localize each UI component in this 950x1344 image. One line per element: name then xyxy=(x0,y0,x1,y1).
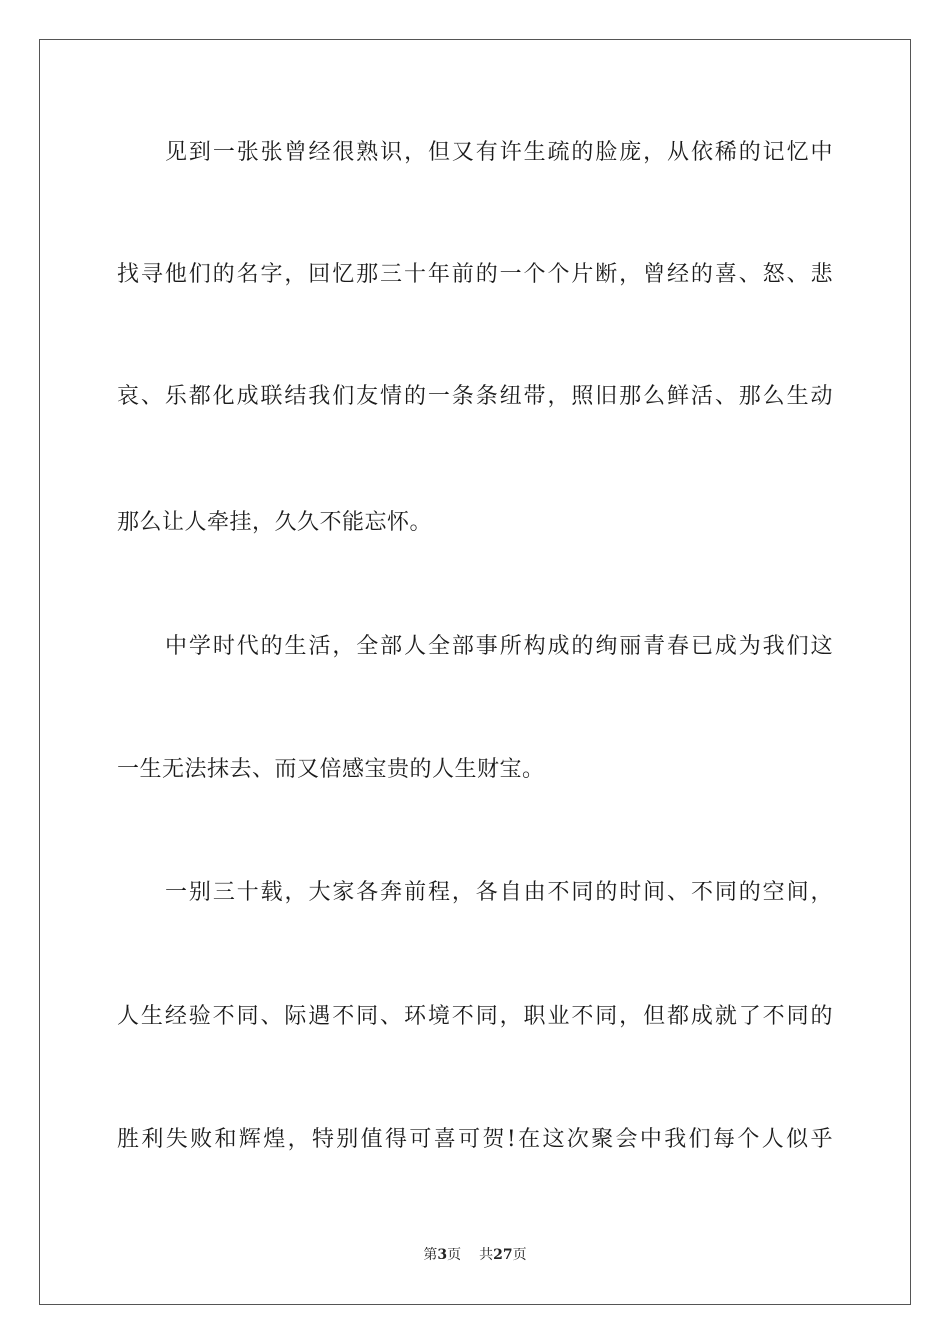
total-prefix: 共 xyxy=(479,1247,494,1263)
page-suffix: 页 xyxy=(447,1247,462,1263)
page-frame xyxy=(39,39,911,1305)
current-page-number: 3 xyxy=(437,1247,448,1263)
text-line-9: 胜利失败和辉煌，特别值得可喜可贺!在这次聚会中我们每个人似乎 xyxy=(117,1127,833,1152)
text-line-8: 人生经验不同、际遇不同、环境不同，职业不同，但都成就了不同的 xyxy=(117,1004,833,1029)
text-line-3: 哀、乐都化成联结我们友情的一条条纽带，照旧那么鲜活、那么生动 xyxy=(117,384,833,409)
text-line-2: 找寻他们的名字，回忆那三十年前的一个个片断，曾经的喜、怒、悲 xyxy=(117,262,833,287)
text-line-4: 那么让人牵挂，久久不能忘怀。 xyxy=(117,510,433,535)
total-pages-number: 27 xyxy=(493,1247,513,1263)
text-line-7: 一别三十载，大家各奔前程，各自由不同的时间、不同的空间， xyxy=(165,880,833,905)
text-line-1: 见到一张张曾经很熟识，但又有许生疏的脸庞，从依稀的记忆中 xyxy=(165,140,833,165)
page-footer xyxy=(0,1244,950,1264)
total-suffix: 页 xyxy=(512,1247,527,1263)
text-line-6: 一生无法抹去、而又倍感宝贵的人生财宝。 xyxy=(117,757,545,782)
page-prefix: 第 xyxy=(423,1247,438,1263)
text-line-5: 中学时代的生活，全部人全部事所构成的绚丽青春已成为我们这 xyxy=(165,634,833,659)
